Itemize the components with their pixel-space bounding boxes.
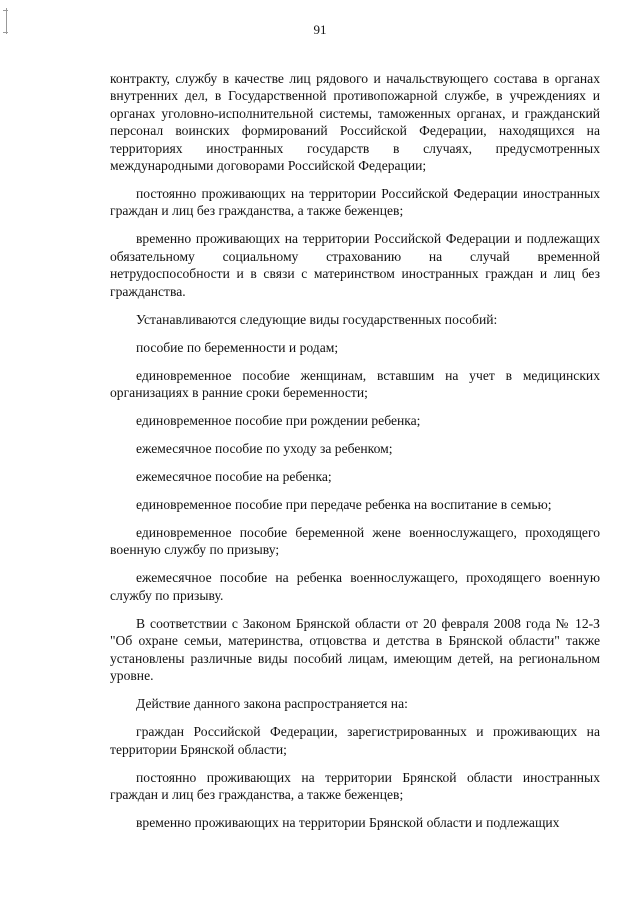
- paragraph: временно проживающих на территории Российской Федерации и подлежащих обязательному социальному страхованию на случай временной нетрудоспособности и в связи с материнством иностранных граждан и лиц без гражданства.: [110, 231, 600, 299]
- list-item: ежемесячное пособие на ребенка военнослужащего, проходящего военную службу по призыву.: [110, 570, 600, 603]
- list-item: единовременное пособие женщинам, вставшим на учет в медицинских организациях в ранние сроки беременности;: [110, 367, 600, 401]
- paragraph: контракту, службу в качестве лиц рядового и начальствующего состава в органах внутренних дел, в Государственной противопожарной службе, в учреждениях и органах уголовно-исполнительной системы, таможенных органах, и гражданский персонал воинских формирований Российской Федерации, находящихся на территориях иностранных государств в случаях, предусмотренных международными договорами Российской Федерации;: [110, 71, 600, 174]
- document-body: [110, 70, 600, 842]
- list-item: временно проживающих на территории Брянской области и подлежащих: [136, 814, 560, 830]
- list-item: единовременное пособие беременной жене военнослужащего, проходящего военную службу по призыву;: [110, 525, 600, 558]
- paragraph: Действие данного закона распространяется на:: [136, 696, 408, 712]
- page-number: 91: [313, 22, 327, 37]
- scan-edge-mark: [3, 10, 8, 11]
- list-item: ежемесячное пособие на ребенка;: [136, 469, 332, 485]
- list-item: пособие по беременности и родам;: [136, 339, 339, 355]
- list-item: единовременное пособие при рождении ребенка;: [136, 413, 421, 429]
- paragraph: В соответствии с Законом Брянской области от 20 февраля 2008 года № 12-З "Об охране семьи, материнства, отцовства и детства в Брянской области" также установлены различные виды пособий лицам, имеющим детей, на региональном уровне.: [110, 615, 600, 684]
- paragraph: постоянно проживающих на территории Российской Федерации иностранных граждан и лиц без гражданства, а также беженцев;: [110, 186, 600, 219]
- list-item: граждан Российской Федерации, зарегистрированных и проживающих на территории Брянской области;: [110, 724, 600, 757]
- paragraph: Устанавливаются следующие виды государственных пособий:: [136, 311, 498, 327]
- list-item: ежемесячное пособие по уходу за ребенком;: [136, 441, 393, 457]
- list-item: постоянно проживающих на территории Брянской области иностранных граждан и лиц без гражданства, а также беженцев;: [110, 769, 600, 802]
- list-item: единовременное пособие при передаче ребенка на воспитание в семью;: [136, 497, 552, 513]
